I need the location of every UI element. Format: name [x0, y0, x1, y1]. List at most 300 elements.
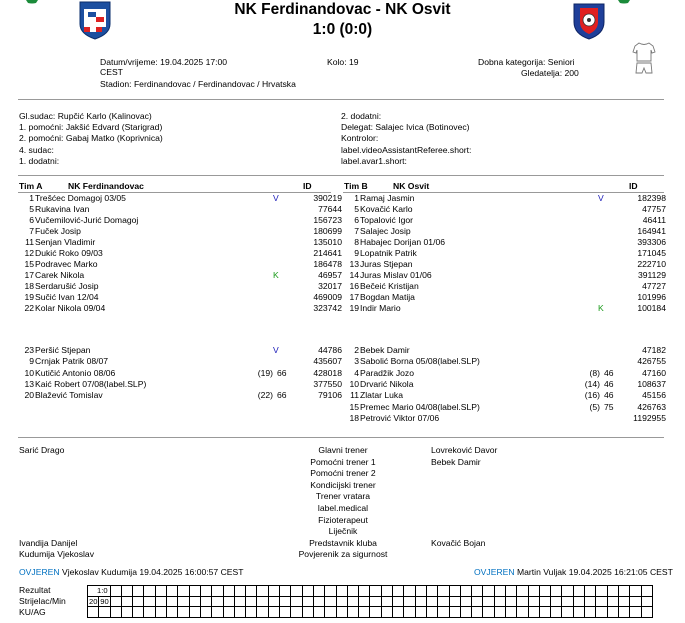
official-label: 2. dodatni: [341, 111, 382, 121]
official-label: 4. sudac: [19, 144, 54, 155]
substitution-minute: 75 [604, 401, 614, 412]
player-name: Dukić Roko 09/03 [35, 248, 103, 258]
timeline-cell [280, 596, 291, 607]
timeline-cell [596, 607, 607, 618]
player-name: Drvarić Nikola [360, 378, 414, 389]
player-number: 11 [350, 390, 359, 401]
timeline-cell [178, 586, 189, 597]
match-score: 1:0 (0:0) [312, 21, 373, 38]
timeline-cell [562, 586, 573, 597]
timeline-cell [381, 586, 392, 597]
player-id: 101996 [637, 292, 666, 302]
timeline-cell [472, 586, 483, 597]
player-number: 14 [349, 270, 359, 280]
timeline-cell [528, 596, 539, 607]
timeline-cell [336, 607, 347, 618]
timeline-cell [483, 586, 494, 597]
player-id: 426763 [637, 401, 666, 412]
divider-officials [18, 175, 664, 176]
player-id: 77644 [318, 204, 342, 214]
timeline-cell [472, 596, 483, 607]
player-number: 22 [24, 303, 34, 313]
timeline-cell [223, 586, 234, 597]
timeline-cell [630, 586, 641, 597]
timeline-cell [121, 607, 132, 618]
team-a-label: Tim A [19, 181, 43, 191]
timeline-cell [562, 607, 573, 618]
official-label: 1. pomoćni: [19, 122, 64, 133]
team-b-name: NK Osvit [393, 181, 430, 191]
timeline-cell [494, 596, 505, 607]
timeline-cell [415, 596, 426, 607]
substitution-minute: 66 [277, 367, 287, 378]
player-number: 9 [29, 356, 34, 367]
timeline-cell [280, 586, 291, 597]
timeline-cell [562, 596, 573, 607]
player-number: 20 [24, 390, 34, 401]
player-id: 469009 [313, 292, 342, 302]
timeline-cell [426, 596, 437, 607]
player-id: 47182 [642, 345, 666, 355]
player-id: 1192955 [633, 412, 666, 423]
player-name: Juras Stjepan [360, 259, 413, 269]
timeline-cell [178, 596, 189, 607]
timeline-cell [144, 596, 155, 607]
player-id: 46411 [642, 215, 666, 225]
timeline-cell [551, 607, 562, 618]
goalkeeper-mark: V [273, 345, 279, 355]
official-label: label.videoAssistantReferee.short: [341, 144, 472, 155]
round-line: Kolo: 19 [327, 57, 359, 67]
player-name: Paradžik Jozo [360, 367, 414, 378]
timeline-cell [212, 607, 223, 618]
player-name: Kaić Robert 07/08(label.SLP) [35, 378, 147, 389]
round-value: 19 [348, 57, 359, 67]
timeline-grid [87, 585, 653, 618]
timeline-cell [370, 586, 381, 597]
timeline-cell [404, 586, 415, 597]
player-number: 18 [349, 412, 359, 423]
player-row [342, 389, 672, 401]
timeline-cell [551, 596, 562, 607]
timeline-label-scorer: Strijelac/Min [19, 596, 66, 606]
timeline-result: 1:0 [88, 586, 111, 597]
substitution-for: (8) [589, 367, 600, 378]
official-value: Gabaj Matko (Koprivnica) [65, 133, 163, 144]
timeline-cell [517, 607, 528, 618]
timeline-cell [110, 596, 121, 607]
player-id: 428018 [313, 367, 342, 378]
staff-left-person: Kudumija Vjekoslav [19, 549, 94, 560]
player-id: 108637 [637, 378, 666, 389]
timeline-cell [189, 596, 200, 607]
timeline-cell [460, 586, 471, 597]
player-id: 391129 [637, 270, 666, 280]
timeline-cell [155, 607, 166, 618]
substitution-for: (19) [257, 367, 273, 378]
player-id: 222710 [637, 259, 666, 269]
timeline-cell [370, 607, 381, 618]
player-name: Indir Mario [360, 303, 401, 313]
player-id: 426755 [637, 356, 666, 367]
player-name: Lopatnik Patrik [360, 248, 417, 258]
timeline-cell [347, 607, 358, 618]
timeline-cell [234, 596, 245, 607]
timeline-cell [381, 607, 392, 618]
goalkeeper-mark: V [598, 193, 604, 203]
timeline-cell [573, 607, 584, 618]
timeline-cell [313, 607, 324, 618]
timeline-cell [472, 607, 483, 618]
timeline-cell [302, 607, 313, 618]
official-label: Delegat: [341, 122, 374, 133]
timeline-cell [438, 607, 449, 618]
player-name: Salajec Josip [360, 226, 411, 236]
substitution-minute: 46 [604, 378, 614, 389]
match-title: NK Ferdinandovac - NK Osvit [234, 1, 451, 18]
captain-mark: K [273, 270, 279, 280]
official-right-row [341, 111, 381, 121]
timeline-cell [212, 596, 223, 607]
timeline-cell [618, 586, 629, 597]
player-id: 182398 [637, 193, 666, 203]
timeline-cell [596, 586, 607, 597]
player-row [342, 344, 672, 356]
timeline-cell [325, 596, 336, 607]
datetime-value: 19.04.2025 17:00 [160, 57, 228, 67]
timeline-cell [234, 607, 245, 618]
timeline-cell [483, 607, 494, 618]
timeline-cell [291, 596, 302, 607]
timeline-cell [415, 607, 426, 618]
player-name: Peršić Stjepan [35, 345, 91, 355]
timeline-cell [528, 586, 539, 597]
player-number: 4 [354, 367, 359, 378]
player-number: 1 [354, 193, 359, 203]
timeline-cell [246, 596, 257, 607]
player-row [342, 412, 672, 424]
timeline-cell [607, 596, 618, 607]
player-id: 435607 [313, 356, 342, 367]
timeline-cell [585, 596, 596, 607]
spectators-line: Gledatelja: 200 [521, 68, 579, 78]
player-number: 19 [24, 292, 34, 302]
timeline-label-cards: KU/AG [19, 607, 46, 617]
official-right-row [341, 133, 378, 143]
player-id: 164941 [637, 226, 666, 236]
timeline-cell [381, 596, 392, 607]
timeline-cell [268, 596, 279, 607]
official-value: Rupčić Karlo (Kalinovac) [57, 111, 152, 121]
timeline-cell [539, 596, 550, 607]
timeline-cell [505, 596, 516, 607]
official-left-row [19, 133, 163, 143]
player-number: 6 [29, 215, 34, 225]
team-b-id-label: ID [629, 181, 638, 191]
staff-right-person: Bebek Damir [431, 456, 481, 467]
timeline-cell [347, 596, 358, 607]
player-name: Carek Nikola [35, 270, 85, 280]
timeline-cell [167, 596, 178, 607]
timeline-cell [110, 586, 121, 597]
timeline-cell [539, 607, 550, 618]
timeline-cell [121, 596, 132, 607]
player-name: Rukavina Ivan [35, 204, 90, 214]
timeline-cell [494, 607, 505, 618]
timeline-cell [404, 607, 415, 618]
player-number: 5 [29, 204, 34, 214]
staff-role: Predstavnik kluba [309, 537, 377, 548]
player-name: Blažević Tomislav [35, 390, 103, 401]
timeline-cell [189, 607, 200, 618]
timeline-cell [223, 596, 234, 607]
official-right-row [341, 145, 471, 155]
timeline-cell [268, 607, 279, 618]
official-value: Salajec Ivica (Botinovec) [375, 122, 470, 133]
official-left-row [19, 145, 54, 155]
timeline-cell [460, 607, 471, 618]
staff-role: Pomoćni trener 1 [310, 456, 376, 467]
staff-right-person: Kovačić Bojan [431, 537, 486, 548]
player-name: Kolar Nikola 09/04 [35, 303, 106, 313]
timeline-cell [133, 596, 144, 607]
player-number: 10 [349, 378, 359, 389]
timeline-cell [336, 596, 347, 607]
staff-role: Pomoćni trener 2 [310, 468, 376, 479]
team-b-label: Tim B [344, 181, 368, 191]
player-number: 11 [25, 237, 34, 247]
player-number: 15 [349, 401, 359, 412]
timeline-cell [200, 596, 211, 607]
timeline-cell [302, 596, 313, 607]
player-id: 47160 [642, 367, 666, 378]
player-id: 32017 [318, 281, 342, 291]
timeline-cell [618, 596, 629, 607]
timeline-cell [505, 607, 516, 618]
timeline-cell [121, 586, 132, 597]
timeline-cell [302, 586, 313, 597]
timeline-cell [313, 596, 324, 607]
player-name: Bečeić Kristijan [360, 281, 419, 291]
timeline-cell [313, 586, 324, 597]
timeline-cell [618, 607, 629, 618]
substitution-minute: 46 [604, 367, 614, 378]
timeline-minute: 90 [100, 596, 109, 606]
timeline-cell [167, 586, 178, 597]
timeline-cell [517, 596, 528, 607]
timeline-cell [257, 596, 268, 607]
player-id: 171045 [637, 248, 666, 258]
timeline-cell [325, 586, 336, 597]
timeline-cell [234, 586, 245, 597]
timeline-cell [415, 586, 426, 597]
player-id: 47757 [642, 204, 666, 214]
timeline-cell [359, 596, 370, 607]
timeline-cell [404, 596, 415, 607]
player-number: 6 [354, 215, 359, 225]
player-name: Ramaj Jasmin [360, 193, 415, 203]
timeline-cell [551, 586, 562, 597]
timeline-cell [212, 586, 223, 597]
timeline-cell [133, 607, 144, 618]
staff-left-person: Ivandija Danijel [19, 537, 78, 548]
timeline-cell [426, 607, 437, 618]
substitution-minute: 46 [604, 390, 614, 401]
timeline-cell [438, 596, 449, 607]
player-number: 23 [24, 345, 34, 355]
player-id: 390219 [313, 193, 342, 203]
player-number: 7 [354, 226, 359, 236]
player-id: 45156 [642, 390, 666, 401]
timeline-cell [167, 607, 178, 618]
timeline-cell [257, 586, 268, 597]
timeline-cell [585, 586, 596, 597]
timeline-cell [336, 586, 347, 597]
player-number: 13 [349, 259, 359, 269]
timeline-cell [155, 586, 166, 597]
timeline-cell [144, 607, 155, 618]
timeline-cell [494, 586, 505, 597]
substitution-for: (5) [589, 401, 600, 412]
timeline-cell [99, 607, 110, 618]
timeline-cell [630, 596, 641, 607]
timeline-cell [257, 607, 268, 618]
timeline-cell [449, 607, 460, 618]
staff-left-person: Sarić Drago [19, 445, 65, 455]
player-name: Juras Mislav 01/06 [360, 270, 432, 280]
player-number: 2 [354, 345, 359, 355]
divider-lineups [18, 437, 664, 438]
player-name: Serdarušić Josip [35, 281, 99, 291]
substitution-for: (22) [257, 390, 273, 401]
timeline-cell [347, 586, 358, 597]
player-name: Petrović Viktor 07/06 [360, 412, 440, 423]
player-name: Podravec Marko [35, 259, 98, 269]
datetime-line: Datum/vrijeme: 19.04.2025 17:00 [100, 57, 228, 67]
category-value: Seniori [547, 57, 575, 67]
player-row [342, 367, 672, 379]
player-row [17, 355, 347, 367]
timeline-cell [178, 607, 189, 618]
goalkeeper-mark: V [273, 193, 279, 203]
player-number: 15 [24, 259, 34, 269]
timeline-cell [641, 607, 652, 618]
timeline-cell [393, 596, 404, 607]
timeline-label-result: Rezultat [19, 585, 51, 595]
spectators-value: 200 [564, 68, 579, 78]
staff-right-person: Lovreković Davor [431, 445, 498, 455]
player-name: Vučemilović-Jurić Domagoj [35, 215, 139, 225]
timeline-cell [449, 596, 460, 607]
official-left-row [19, 111, 152, 121]
timeline-cell [607, 586, 618, 597]
player-row [17, 389, 347, 401]
timeline-cell [460, 596, 471, 607]
player-name: Sabolić Borna 05/08(label.SLP) [360, 356, 480, 367]
timeline-cell [223, 607, 234, 618]
timeline-cell [246, 607, 257, 618]
player-number: 1 [29, 193, 34, 203]
staff-role: Fizioterapeut [318, 514, 368, 525]
player-name: Bebek Damir [360, 345, 410, 355]
official-right-row [341, 122, 470, 132]
verified-status-right: OVJEREN [474, 567, 515, 577]
staff-role: Liječnik [328, 526, 358, 537]
player-row [17, 302, 347, 314]
timeline-cell [393, 586, 404, 597]
official-label: Gl.sudac: [19, 111, 56, 121]
timeline-cell [449, 586, 460, 597]
player-number: 16 [349, 281, 359, 291]
timeline-cell [280, 607, 291, 618]
player-row [342, 355, 672, 367]
timeline-cell [133, 586, 144, 597]
verification-right [474, 567, 673, 577]
official-left-row [19, 156, 59, 166]
player-name: Sučić Ivan 12/04 [35, 292, 99, 302]
timeline-cell [268, 586, 279, 597]
verification-left [19, 567, 244, 577]
player-name: Habajec Dorijan 01/06 [360, 237, 446, 247]
staff-role: Glavni trener [318, 445, 368, 455]
timeline-cell [438, 586, 449, 597]
timeline-cell [189, 586, 200, 597]
timeline-cell [393, 607, 404, 618]
player-number: 18 [24, 281, 34, 291]
player-id: 44786 [318, 345, 342, 355]
player-row [17, 344, 347, 356]
jersey-icon [632, 41, 656, 79]
player-number: 9 [354, 248, 359, 258]
timeline-cell [505, 586, 516, 597]
stadium-line: Stadion: Ferdinandovac / Ferdinandovac / Hrvatska [100, 79, 296, 89]
timeline-cell [110, 607, 121, 618]
staff-role: label.medical [317, 503, 369, 513]
official-label: label.avar1.short: [341, 155, 407, 166]
timeline-cell [144, 586, 155, 597]
stadium-value: Ferdinandovac / Ferdinandovac / Hrvatska [133, 79, 296, 89]
player-number: 3 [354, 356, 359, 367]
timeline-cell [585, 607, 596, 618]
category-line: Dobna kategorija: Seniori [478, 57, 575, 67]
timeline-cell [200, 586, 211, 597]
timeline-cell [291, 586, 302, 597]
timeline-cell [155, 596, 166, 607]
timeline-cell [641, 586, 652, 597]
timeline-cell [291, 607, 302, 618]
timeline-cell [325, 607, 336, 618]
player-id: 323742 [313, 303, 342, 313]
player-name: Crnjak Patrik 08/07 [35, 356, 109, 367]
team-a-name: NK Ferdinandovac [68, 181, 144, 191]
player-id: 377550 [313, 378, 342, 389]
player-id: 180699 [313, 226, 342, 236]
verified-text-right: Martin Vuljak 19.04.2025 16:21:05 CEST [516, 567, 673, 577]
player-row [342, 378, 672, 390]
captain-mark: K [598, 303, 604, 313]
official-label: 1. dodatni: [19, 155, 60, 166]
player-row [342, 302, 672, 314]
player-name: Kovačić Karlo [360, 204, 413, 214]
player-row [17, 367, 347, 379]
official-right-row [341, 156, 407, 166]
staff-role: Povjerenik za sigurnost [298, 549, 388, 560]
player-name: Bogdan Matija [360, 292, 415, 302]
player-id: 46957 [318, 270, 342, 280]
verified-text-left: Vjekoslav Kudumija 19.04.2025 16:00:57 CEST [61, 567, 244, 577]
timeline-cell [607, 607, 618, 618]
official-label: 2. pomoćni: [19, 133, 64, 144]
